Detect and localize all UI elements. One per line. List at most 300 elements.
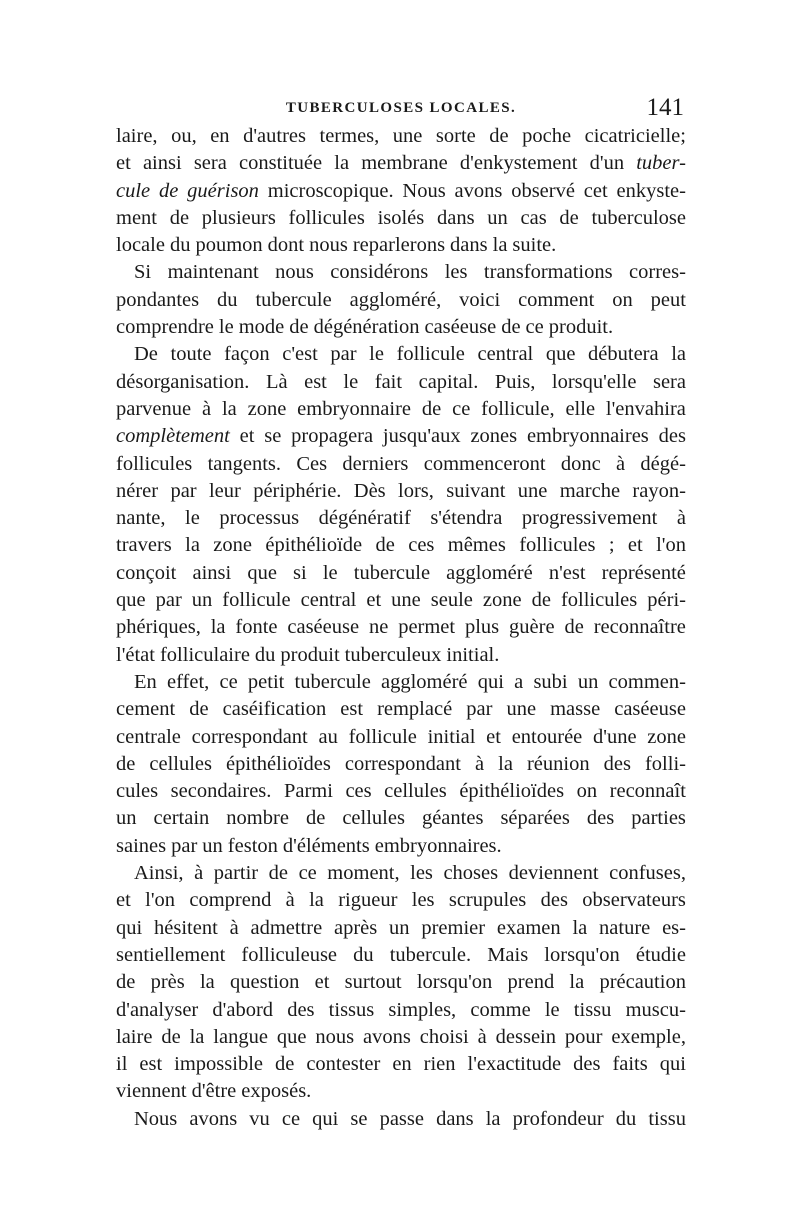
word: transformations bbox=[483, 261, 613, 284]
word: la bbox=[492, 234, 508, 257]
word: embryonnaires bbox=[526, 425, 649, 448]
word: c'est bbox=[282, 343, 318, 366]
word: initial. bbox=[446, 643, 500, 666]
word: à bbox=[475, 752, 485, 775]
text-line bbox=[116, 860, 686, 887]
word: à bbox=[201, 397, 212, 420]
word: embryonnaires. bbox=[374, 834, 502, 857]
word: périphérie. bbox=[253, 479, 342, 502]
word: folliculeuse bbox=[241, 943, 338, 966]
italic-word: tuber- bbox=[636, 152, 686, 175]
running-head bbox=[116, 94, 686, 122]
text-line bbox=[116, 259, 686, 286]
word: en bbox=[392, 1053, 412, 1076]
word: langue bbox=[213, 1025, 268, 1048]
word: la bbox=[221, 397, 237, 420]
word: petit bbox=[247, 670, 285, 693]
word: de bbox=[268, 862, 289, 885]
word: cicatricielle; bbox=[584, 125, 686, 147]
word: ainsi bbox=[192, 561, 232, 584]
word: aggloméré bbox=[446, 561, 533, 584]
italic-word: guérison bbox=[187, 179, 259, 202]
word: Dès bbox=[353, 479, 386, 502]
word: du bbox=[615, 1107, 637, 1130]
word: Mais bbox=[487, 943, 529, 966]
word: sera bbox=[652, 370, 686, 393]
word: dans bbox=[436, 206, 475, 229]
word: à bbox=[615, 452, 626, 475]
text-line bbox=[116, 696, 686, 723]
text-line bbox=[116, 532, 686, 559]
word: dégénération bbox=[313, 316, 420, 339]
word: vu bbox=[249, 1107, 270, 1130]
word: de bbox=[559, 206, 579, 229]
word: observateurs bbox=[582, 889, 686, 912]
word: nombre bbox=[226, 807, 289, 830]
text-line bbox=[116, 1078, 686, 1105]
word: de bbox=[161, 1025, 181, 1048]
word: central bbox=[300, 589, 357, 612]
word: propagera bbox=[291, 425, 374, 448]
word: tuberculeux bbox=[344, 643, 442, 666]
word: Là bbox=[265, 370, 288, 393]
word: nous bbox=[275, 261, 314, 284]
word: et bbox=[627, 534, 643, 557]
word: de bbox=[116, 971, 136, 994]
word: le bbox=[343, 370, 359, 393]
word: confuses, bbox=[609, 862, 686, 885]
text-line bbox=[116, 887, 686, 914]
word: avons bbox=[363, 1025, 411, 1048]
word: la bbox=[485, 1107, 501, 1130]
word: dont bbox=[267, 234, 305, 257]
word: Nous bbox=[134, 1107, 178, 1130]
word: parties bbox=[631, 807, 686, 830]
word: aggloméré bbox=[381, 670, 468, 693]
word: épithélioïde bbox=[265, 534, 363, 557]
word: corres- bbox=[629, 261, 686, 284]
word: marche bbox=[559, 479, 621, 502]
word: secondaires. bbox=[170, 780, 272, 803]
word: de bbox=[305, 807, 326, 830]
word: hésitent bbox=[154, 916, 218, 939]
word: embryonnaire bbox=[297, 397, 412, 420]
word: de bbox=[116, 752, 136, 775]
word: seule bbox=[430, 589, 473, 612]
word: a bbox=[514, 670, 524, 693]
word: de bbox=[489, 125, 509, 147]
word: réunion bbox=[526, 752, 590, 775]
word: la bbox=[572, 916, 588, 939]
word: débutera bbox=[588, 343, 659, 366]
word: dégénératif bbox=[318, 507, 411, 530]
word: ; bbox=[608, 534, 615, 557]
text-line bbox=[116, 178, 686, 205]
word: maintenant bbox=[167, 261, 259, 284]
word: tissu bbox=[648, 1107, 686, 1130]
word: les bbox=[444, 261, 468, 284]
word: de bbox=[501, 316, 521, 339]
word: et bbox=[116, 152, 131, 175]
word: aggloméré, bbox=[349, 288, 442, 311]
word: ce bbox=[219, 670, 238, 693]
word: le bbox=[322, 561, 338, 584]
word: considérons bbox=[330, 261, 429, 284]
word: précaution bbox=[599, 971, 686, 994]
word: ou, bbox=[171, 125, 197, 147]
word: le bbox=[218, 316, 234, 339]
word: processus bbox=[219, 507, 300, 530]
word: de bbox=[169, 206, 190, 229]
word: à bbox=[194, 862, 204, 885]
word: de bbox=[189, 698, 209, 721]
word: produit. bbox=[548, 316, 614, 339]
word: qui bbox=[116, 916, 143, 939]
word: parvenue bbox=[116, 397, 192, 420]
word: donc bbox=[560, 452, 601, 475]
word: caséeuse bbox=[424, 316, 497, 339]
text-line bbox=[116, 560, 686, 587]
word: la bbox=[189, 1025, 205, 1048]
word: membrane bbox=[361, 152, 448, 175]
word: fait bbox=[374, 370, 403, 393]
word: cellules bbox=[342, 807, 405, 830]
word: séparées bbox=[500, 807, 570, 830]
word: représenté bbox=[601, 561, 686, 584]
text-line bbox=[116, 369, 686, 396]
word: suivant bbox=[446, 479, 506, 502]
word: de bbox=[375, 534, 395, 557]
word: De bbox=[134, 343, 158, 366]
word: un bbox=[487, 206, 508, 229]
text-line bbox=[116, 505, 686, 532]
word: une bbox=[517, 479, 548, 502]
word: l'on bbox=[145, 889, 176, 912]
word: leur bbox=[208, 479, 241, 502]
word: ce bbox=[452, 397, 471, 420]
word: enkyste- bbox=[616, 179, 686, 202]
word: une bbox=[391, 589, 421, 612]
word: isolés bbox=[377, 206, 425, 229]
word: laire, bbox=[116, 125, 158, 147]
word: es- bbox=[662, 916, 686, 939]
word: commen- bbox=[608, 670, 686, 693]
word: s'étendra bbox=[430, 507, 503, 530]
word: un bbox=[116, 807, 137, 830]
text-line bbox=[116, 915, 686, 942]
word: Nous bbox=[402, 179, 446, 202]
word: produit bbox=[280, 643, 340, 666]
word: à bbox=[229, 916, 239, 939]
word: du bbox=[254, 643, 276, 666]
word: surtout bbox=[344, 971, 402, 994]
word: par bbox=[170, 479, 197, 502]
word: le bbox=[544, 998, 560, 1021]
word: centrale bbox=[116, 725, 181, 748]
word: phériques, bbox=[116, 616, 201, 639]
word: le bbox=[185, 507, 200, 530]
word: sentiellement bbox=[116, 943, 226, 966]
word: ce bbox=[281, 1107, 301, 1130]
word: il bbox=[116, 1053, 128, 1076]
word: tissus bbox=[328, 998, 375, 1021]
word: du bbox=[169, 234, 191, 257]
word: ment bbox=[116, 206, 157, 229]
word: certain bbox=[153, 807, 210, 830]
word: que bbox=[247, 561, 277, 584]
word: sera bbox=[193, 152, 227, 175]
word: capital. bbox=[418, 370, 479, 393]
word: le bbox=[369, 343, 384, 366]
word: du bbox=[217, 288, 238, 311]
word: profondeur bbox=[512, 1107, 604, 1130]
word: subi bbox=[533, 670, 568, 693]
word: et bbox=[116, 889, 131, 912]
word: comprendre bbox=[116, 316, 214, 339]
text-line bbox=[116, 123, 686, 150]
word: par bbox=[466, 698, 493, 721]
word: question bbox=[229, 971, 300, 994]
word: nous bbox=[309, 234, 348, 257]
word: zones bbox=[470, 425, 518, 448]
word: des bbox=[287, 998, 315, 1021]
text-line bbox=[116, 1051, 686, 1078]
word: l'état bbox=[116, 643, 155, 666]
text-line bbox=[116, 205, 686, 232]
text-line bbox=[116, 287, 686, 314]
word: se bbox=[350, 1107, 368, 1130]
word: faits bbox=[612, 1053, 648, 1076]
word: follicules bbox=[560, 589, 638, 612]
text-line bbox=[116, 751, 686, 778]
word: effet, bbox=[166, 670, 210, 693]
word: Ces bbox=[296, 452, 328, 475]
word: rayon- bbox=[632, 479, 686, 502]
word: étudie bbox=[635, 943, 686, 966]
word: en bbox=[210, 125, 230, 147]
word: de bbox=[421, 397, 442, 420]
word: et bbox=[486, 725, 501, 748]
text-line bbox=[116, 451, 686, 478]
word: observé bbox=[511, 179, 575, 202]
word: lorsqu'on bbox=[544, 943, 620, 966]
word: d'une bbox=[593, 725, 637, 748]
text-line bbox=[116, 997, 686, 1024]
word: ces bbox=[345, 780, 372, 803]
word: poche bbox=[522, 125, 572, 147]
text-line bbox=[116, 942, 686, 969]
word: permet bbox=[398, 616, 456, 639]
word: Puis, bbox=[494, 370, 536, 393]
word: rien bbox=[423, 1053, 456, 1076]
word: de bbox=[274, 1053, 295, 1076]
word: contester bbox=[306, 1053, 381, 1076]
word: façon bbox=[224, 343, 270, 366]
word: sorte bbox=[435, 125, 476, 147]
word: elle bbox=[565, 397, 596, 420]
word: guère bbox=[509, 616, 555, 639]
word: choisi bbox=[419, 1025, 469, 1048]
word: dans bbox=[450, 234, 488, 257]
word: qui bbox=[477, 670, 504, 693]
word: zone bbox=[213, 534, 252, 557]
word: reconnaît bbox=[609, 780, 686, 803]
text-line bbox=[116, 396, 686, 423]
word: muscu- bbox=[625, 998, 686, 1021]
word: locale bbox=[116, 234, 165, 257]
text-line bbox=[116, 724, 686, 751]
word: zone bbox=[647, 725, 686, 748]
word: caséeuse bbox=[287, 616, 360, 639]
word: feston bbox=[227, 834, 278, 857]
word: progressivement bbox=[521, 507, 658, 530]
word: des bbox=[603, 752, 631, 775]
word: derniers bbox=[342, 452, 409, 475]
word: est bbox=[139, 1053, 163, 1076]
word: fonte bbox=[235, 616, 278, 639]
word: que bbox=[276, 1025, 307, 1048]
word: de bbox=[289, 316, 309, 339]
word: rigueur bbox=[338, 889, 398, 912]
word: un bbox=[577, 670, 599, 693]
word: des bbox=[540, 889, 568, 912]
word: est bbox=[304, 370, 327, 393]
word: jusqu'aux bbox=[382, 425, 461, 448]
text-line bbox=[116, 423, 686, 450]
word: des bbox=[658, 425, 686, 448]
word: lors, bbox=[398, 479, 434, 502]
word: l'envahira bbox=[605, 397, 686, 420]
word: choses bbox=[443, 862, 499, 885]
text-line bbox=[116, 614, 686, 641]
word: d'autres bbox=[243, 125, 306, 147]
word: cules bbox=[116, 780, 159, 803]
word: la bbox=[498, 752, 513, 775]
word: la bbox=[334, 152, 350, 175]
word: l'on bbox=[656, 534, 686, 557]
word: nous bbox=[315, 1025, 355, 1048]
word: la bbox=[309, 889, 324, 912]
word: comment bbox=[518, 288, 595, 311]
word: un bbox=[191, 589, 213, 612]
word: microscopique. bbox=[267, 179, 394, 202]
word: saines bbox=[116, 834, 167, 857]
word: constituée bbox=[239, 152, 323, 175]
word: cas bbox=[520, 206, 547, 229]
page-number: 141 bbox=[646, 94, 684, 121]
word: laire bbox=[116, 1025, 153, 1048]
text-line bbox=[116, 587, 686, 614]
word: caséification bbox=[222, 698, 327, 721]
text-line bbox=[116, 150, 686, 177]
running-title: TUBERCULOSES LOCALES. bbox=[285, 100, 517, 116]
word: Si bbox=[134, 261, 152, 284]
word: voici bbox=[459, 288, 501, 311]
word: entourée bbox=[511, 725, 583, 748]
word: reconnaître bbox=[593, 616, 686, 639]
word: poumon bbox=[195, 234, 263, 257]
word: n'est bbox=[548, 561, 586, 584]
word: ce bbox=[525, 316, 544, 339]
word: central bbox=[477, 343, 534, 366]
word: par bbox=[330, 343, 357, 366]
word: est bbox=[340, 698, 364, 721]
word: remplacé bbox=[377, 698, 453, 721]
word: par bbox=[171, 834, 198, 857]
word: près bbox=[150, 971, 185, 994]
word: d'abord bbox=[212, 998, 274, 1021]
word: que bbox=[545, 343, 576, 366]
word: ne bbox=[368, 616, 389, 639]
word: partir bbox=[213, 862, 259, 885]
word: suite. bbox=[512, 234, 557, 257]
word: scrupules bbox=[448, 889, 527, 912]
word: examen bbox=[496, 916, 561, 939]
word: la bbox=[210, 616, 226, 639]
word: conçoit bbox=[116, 561, 177, 584]
word: désorganisation. bbox=[116, 370, 250, 393]
word: dégé- bbox=[640, 452, 686, 475]
word: d'enkystement bbox=[459, 152, 578, 175]
word: mode bbox=[238, 316, 285, 339]
text-line bbox=[116, 833, 686, 860]
word: tubercule bbox=[353, 561, 431, 584]
word: deviennent bbox=[508, 862, 599, 885]
word: à bbox=[477, 1025, 487, 1048]
word: peut bbox=[650, 288, 686, 311]
word: les bbox=[411, 889, 435, 912]
word: comprend bbox=[189, 889, 272, 912]
word: des bbox=[573, 1053, 601, 1076]
word: que bbox=[116, 589, 146, 612]
word: caséeuse bbox=[614, 698, 686, 721]
word: nérer bbox=[116, 479, 159, 502]
word: nature bbox=[599, 916, 651, 939]
word: termes, bbox=[319, 125, 380, 147]
word: de bbox=[564, 616, 584, 639]
word: simples, bbox=[388, 998, 457, 1021]
word: et bbox=[314, 971, 330, 994]
word: travers bbox=[116, 534, 172, 557]
word: lorsqu'elle bbox=[551, 370, 637, 393]
word: cet bbox=[583, 179, 608, 202]
word: la bbox=[569, 971, 585, 994]
word: pour bbox=[564, 1025, 603, 1048]
word: épithélioïdes bbox=[459, 780, 565, 803]
word: admettre bbox=[250, 916, 323, 939]
text-line bbox=[116, 314, 686, 341]
italic-word: cule bbox=[116, 179, 151, 202]
word: avons bbox=[454, 179, 503, 202]
word: se bbox=[264, 425, 282, 448]
text-line bbox=[116, 669, 686, 696]
word: pondantes bbox=[116, 288, 200, 311]
word: d'être bbox=[191, 1080, 237, 1103]
word: follicule, bbox=[481, 397, 555, 420]
word: reparlerons bbox=[352, 234, 446, 257]
word: avons bbox=[189, 1107, 238, 1130]
word: dessein bbox=[495, 1025, 556, 1048]
word: péri- bbox=[647, 589, 686, 612]
word: passe bbox=[379, 1107, 424, 1130]
word: qui bbox=[659, 1053, 686, 1076]
word: à bbox=[676, 507, 686, 530]
word: initial bbox=[427, 725, 476, 748]
word: mêmes bbox=[447, 534, 506, 557]
word: tissu bbox=[573, 998, 612, 1021]
word: un bbox=[202, 834, 223, 857]
word: plus bbox=[464, 616, 500, 639]
